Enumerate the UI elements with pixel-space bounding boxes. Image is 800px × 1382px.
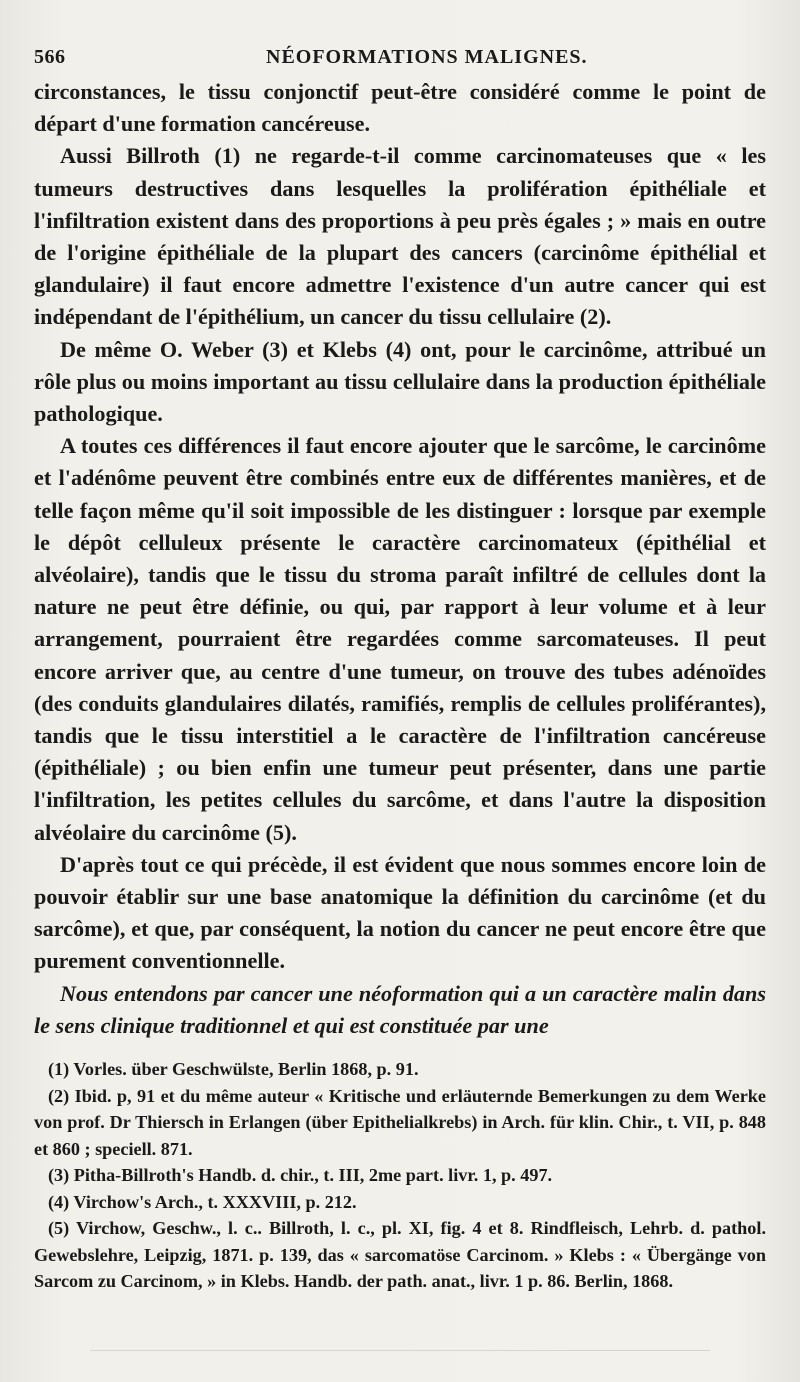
paragraph: Aussi Billroth (1) ne regarde-t-il comme carcinomateuses que « les tumeurs destructives dans lesquelles la prolifération épithéliale et l'infiltration existent dans des proportions à peu près égales ; » mais en outre de l'origine épithéliale de la plupart des cancers (carcinôme épithélial et glandulaire) il faut encore admettre l'existence d'un autre cancer qui est indépendant de l'épithélium, un cancer du tissu cellulaire (2).	[34, 143, 766, 330]
footnote: (5) Virchow, Geschw., l. c.. Billroth, l. c., pl. XI, fig. 4 et 8. Rindfleisch, Lehrb. d. pathol. Gewebslehre, Leipzig, 1871. p. 139, das « sarcomatöse Carcinom. » Klebs : « Übergänge von Sarcom zu Carcinom, » in Klebs. Handb. der path. anat., livr. 1 p. 86. Berlin, 1868.	[34, 1218, 766, 1292]
text-column	[34, 40, 766, 1295]
running-title: NÉOFORMATIONS MALIGNES.	[266, 46, 588, 68]
paragraph: D'après tout ce qui précède, il est évident que nous sommes encore loin de pouvoir établir sur une base anatomique la définition du carcinôme (et du sarcôme), et que, par conséquent, la notion du cancer ne peut encore être que purement conventionnelle.	[34, 851, 766, 974]
definition-paragraph: Nous entendons par cancer une néoformation qui a un caractère malin dans le sens clinique traditionnel et qui est constituée par une	[34, 980, 766, 1038]
running-header	[34, 40, 766, 76]
bleed-through-shadow	[90, 1350, 710, 1351]
footnotes	[34, 1056, 766, 1295]
paragraph: De même O. Weber (3) et Klebs (4) ont, pour le carcinôme, attribué un rôle plus ou moins important au tissu cellulaire dans la production épithéliale pathologique.	[34, 336, 766, 427]
body-text	[34, 76, 766, 1042]
paragraph: circonstances, le tissu conjonctif peut-être considéré comme le point de départ d'une formation cancéreuse.	[34, 79, 766, 137]
footnote: (3) Pitha-Billroth's Handb. d. chir., t. III, 2me part. livr. 1, p. 497.	[48, 1165, 553, 1186]
footnote: (2) Ibid. p, 91 et du même auteur « Kritische und erläuternde Bemerkungen zu dem Werke von prof. Dr Thiersch in Erlangen (über Epithelialkrebs) in Arch. für klin. Chir., t. VII, p. 848 et 860 ; speciell. 871.	[34, 1085, 766, 1159]
footnote: (1) Vorles. über Geschwülste, Berlin 1868, p. 91.	[48, 1059, 419, 1080]
paragraph: A toutes ces différences il faut encore ajouter que le sarcôme, le carcinôme et l'adénôme peuvent être combinés entre eux de différentes manières, et de telle façon même qu'il soit impossible de les distinguer : lorsque par exemple le dépôt celluleux présente le caractère carcinomateux (épithélial et alvéolaire), tandis que le tissu du stroma paraît infiltré de cellules dont la nature ne peut être définie, ou qui, par rapport à leur volume et à leur arrangement, pourraient être regardées comme sarcomateuses. Il peut encore arriver que, au centre d'une tumeur, on trouve des tubes adénoïdes (des conduits glandulaires dilatés, ramifiés, remplis de cellules proliférantes), tandis que le tissu interstitiel a le caractère de l'infiltration cancéreuse (épithéliale) ; ou bien enfin une tumeur peut présenter, dans une partie l'infiltration, les petites cellules du sarcôme, et dans l'autre la disposition alvéolaire du carcinôme (5).	[34, 433, 766, 845]
footnote: (4) Virchow's Arch., t. XXXVIII, p. 212.	[48, 1191, 357, 1212]
page-number: 566	[34, 46, 66, 68]
